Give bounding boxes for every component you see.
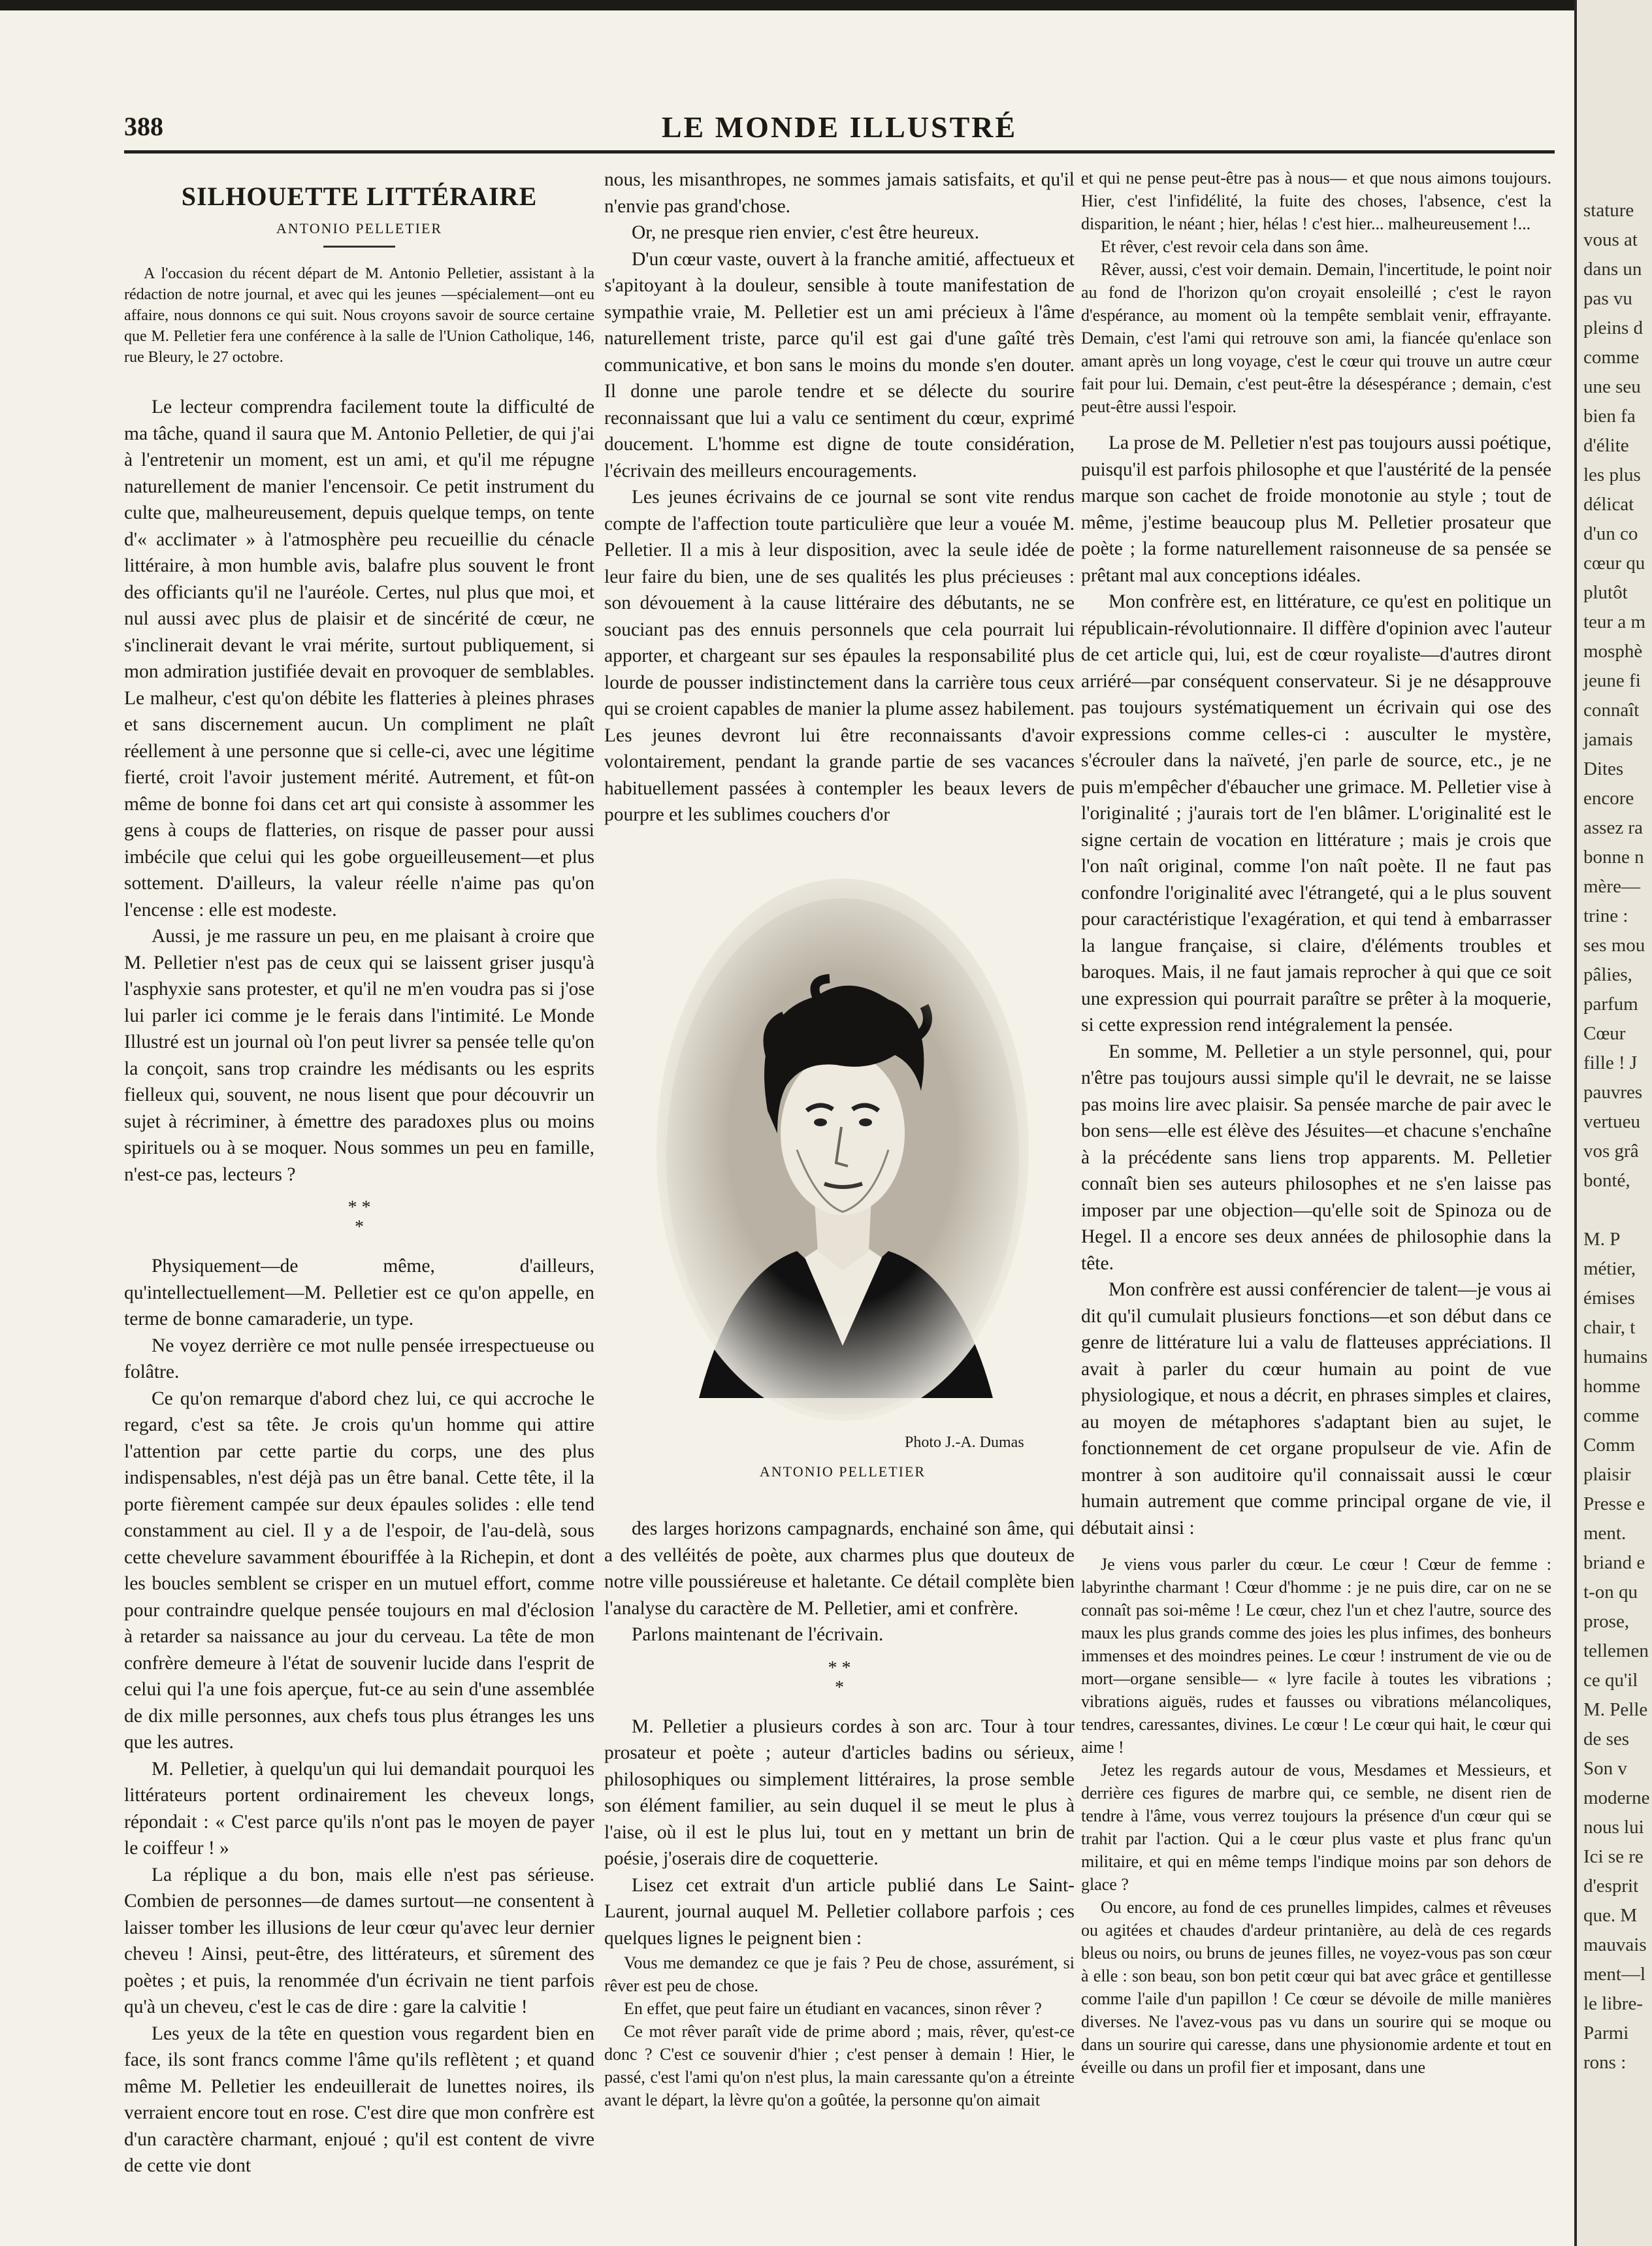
fragment-line	[1583, 1196, 1652, 1225]
page-header	[124, 111, 1555, 150]
fragment-line: assez ra	[1583, 817, 1643, 838]
fragment-line: cœur qu	[1583, 553, 1645, 574]
fragment-line: plaisir	[1583, 1464, 1631, 1485]
paragraph: Ce qu'on remarque d'abord chez lui, ce qui accroche le regard, c'est sa tête. Je crois qu'un homme qui attire l'attention par cette partie du corps, une des plus indispensables, n'est déjà pas un être banal. Cette tête, il la porte fièrement campée sur deux épaules solides : elle tend constamment au ciel. Il y a de l'espoir, de l'au-delà, sous cette chevelure savamment ébouriffée à la Richepin, et dont les boucles semblent se crisper en un mutuel effort, comme pour contraindre quelque pensée toujours en mal d'éclosion à retarder sa naissance au jour du cerveau. La tête de mon confrère demeure à l'état de souvenir lucide dans l'esprit de celui qui l'a une fois aperçue, fut-ce au sein d'une assemblée de dix mille personnes, aux chefs tous plus étranges les uns que les autres.	[124, 1388, 594, 1753]
fragment-line: briand e	[1583, 1552, 1645, 1573]
header-rule	[124, 150, 1555, 154]
fragment-line: ses mou	[1583, 935, 1645, 956]
fragment-line: Presse e	[1583, 1493, 1645, 1514]
photo-credit: Photo J.-A. Dumas	[905, 1434, 1024, 1451]
fragment-line: que. M	[1583, 1905, 1638, 1926]
paragraph: Aussi, je me rassure un peu, en me plaisant à croire que M. Pelletier n'est pas de ceux qui se laissent griser jusqu'à l'asphyxie sans protester, et qu'il ne m'en voudra pas si j'ose lui parler ici comme je le ferais dans l'intimité. Le Monde Illustré est un journal où l'on peut livrer sa pensée telle qu'on la conçoit, sans trop craindre les médisants ou les esprits fielleux qui, souvent, ne nous lisent que pour découvrir un sujet à récriminer, à émettre des paradoxes plus ou moins spirituels ou à se moquer. Nous sommes un peu en famille, n'est-ce pas, lecteurs ?	[124, 926, 594, 1185]
fragment-line: Son v	[1583, 1758, 1627, 1779]
paragraph: Mon confrère est aussi conférencier de talent—je vous ai dit qu'il cumulait plusieurs fonctions—et son début dans ce genre de littérature lui a valu de flatteuses appréciations. Il avait à parler du cœur humain au point de vue physiologique, et nous a décrit, en phrases simples et claires, au moyen de métaphores s'adaptant bien au sujet, le fonctionnement de cet organe propulseur de vie. Afin de montrer à son auditoire qu'il connaissait aussi le cœur humain autrement que comme principal organe de vie, il débutait ainsi :	[1081, 1279, 1551, 1538]
title-rule	[323, 246, 395, 248]
fragment-line: M. P	[1583, 1229, 1621, 1250]
fragment-text	[1577, 0, 1652, 2077]
paragraph: Les jeunes écrivains de ce journal se sont vite rendus compte de l'affection toute particulière que leur a vouée M. Pelletier. Il a mis à leur disposition, avec la seule idée de leur faire du bien, une de ses qualités les plus précieuses : son dévouement à la cause littéraire des débutants, ne se souciant pas des ennuis personnels que cela pourrait lui apporter, et chargeant sur ses épaules la responsabilité plus lourde de pousser indistinctement dans la carrière tous ceux qui se croient capables de manier la plume assez habilement. Les jeunes devront lui être reconnaissants d'avoir volontairement, pendant la grande partie de ses vacances habituellement passées à contempler les beaux levers de pourpre et les sublimes couchers d'or	[604, 487, 1075, 825]
fragment-line: pas vu	[1583, 288, 1632, 309]
intro-note: A l'occasion du récent départ de M. Antonio Pelletier, assistant à la rédaction de notre journal, et avec qui les jeunes —spécialement—ont eu affaire, nous donnons ce qui suit. Nous croyons savoir de source certaine que M. Pelletier fera une conférence à la salle de l'Union Catholique, 146, rue Bleury, le 27 octobre.	[124, 265, 594, 366]
fragment-line: jeune fi	[1583, 670, 1641, 691]
paragraph: M. Pelletier a plusieurs cordes à son arc. Tour à tour prosateur et poète ; auteur d'articles badins ou sérieux, philosophiques ou simplement littéraires, la prose semble son élément familier, au sein duquel il se meut le plus à l'aise, où il est le plus lui, tout en y mettant un brin de poésie, j'oserais dire de coquetterie.	[604, 1716, 1075, 1869]
fragment-line: ment—l	[1583, 1964, 1646, 1985]
paragraph: En somme, M. Pelletier a un style personnel, qui, pour n'être pas toujours aussi simple qu'il le devrait, ne se laisse pas moins lire avec plaisir. Sa pensée marche de pair avec le bon sens—elle est élève des Jésuites—et chacune s'enchaîne à la précédente sans liens trop apparents. M. Pelletier connaît bien ses auteurs philosophes et ne s'en laisse pas imposer par une objection—qu'elle soit de Spinoza ou de Hegel. Il a encore ses deux années de philosophie dans la tête.	[1081, 1041, 1551, 1274]
top-border	[0, 0, 1594, 10]
fragment-line: de ses	[1583, 1729, 1630, 1750]
fragment-line: pauvres	[1583, 1082, 1643, 1103]
fragment-line: vous at	[1583, 229, 1638, 250]
fragment-line: ce qu'il	[1583, 1670, 1638, 1691]
fragment-line: Dites	[1583, 758, 1624, 779]
fragment-line: M. Pelle	[1583, 1699, 1648, 1720]
fragment-line: émises	[1583, 1288, 1635, 1309]
article-title: SILHOUETTE LITTÉRAIRE	[181, 182, 538, 211]
fragment-line: bonne n	[1583, 847, 1644, 868]
fragment-line: Cœur	[1583, 1023, 1626, 1044]
column-1	[124, 167, 594, 2179]
fragment-line: jamais	[1583, 729, 1633, 750]
portrait-photo	[653, 875, 1032, 1424]
fragment-line: mosphè	[1583, 641, 1643, 662]
fragment-line: mauvais	[1583, 1934, 1647, 1955]
fragment-line: d'élite	[1583, 435, 1629, 456]
fragment-line: chair, t	[1583, 1317, 1636, 1338]
fragment-line: une seu	[1583, 376, 1641, 397]
page-number: 388	[124, 112, 163, 141]
paragraph: D'un cœur vaste, ouvert à la franche amitié, affectueux et s'apitoyant à la douleur, sensible à toute manifestation de sympathie vraie, M. Pelletier est un ami précieux à l'âme naturellement triste, parce qu'il est gai d'une gaîté très communicative, et bon sans le moins du monde s'en douter. Il donne une parole tendre et se délecte du sourire reconnaissant que lui a valu ce sentiment du cœur, exprimé doucement. L'homme est digne de toute considération, l'écrivain des meilleurs encouragements.	[604, 248, 1075, 481]
fragment-line: mère—	[1583, 876, 1640, 897]
fragment-line: comme	[1583, 1405, 1640, 1426]
fragment-line: connaît	[1583, 700, 1640, 721]
paragraph: Ne voyez derrière ce mot nulle pensée irrespectueuse ou folâtre.	[124, 1335, 594, 1382]
paragraph: Parlons maintenant de l'écrivain.	[632, 1624, 884, 1645]
fragment-line: dans un	[1583, 259, 1642, 280]
fragment-line: plutôt	[1583, 582, 1628, 603]
fragment-line: comme	[1583, 347, 1640, 368]
paragraph: Mon confrère est, en littérature, ce qu'est en politique un républicain-révolutionnaire. Il diffère d'opinion avec l'auteur de cet article qui, lui, est de cœur royaliste—d'autres diront arriéré—par conséquent conservateur. Si je ne désapprouve pas toujours systématiquement un écrivain qui ose des expressions comme celles-ci : ausculter le mystère, s'écrouler dans la naïveté, j'en parle de source, etc., je ne puis m'empêcher d'ébaucher une grimace. M. Pelletier vise à l'originalité ; j'aurais tort de l'en blâmer. L'originalité est le signe certain de vocation en littérature ; mais je crois que l'on naît original, comme l'on naît poète. Il ne faut pas confondre l'originalité avec l'étrangeté, qui a le plus souvent pour caractéristique l'exagération, et qui tend à embarrasser la langue française, si claire, d'éléments troubles et baroques. Mais, il ne faut jamais reprocher à qui que ce soit une expression qui pourrait paraître se prêter à la moquerie, si cette expression rend intégralement la pensée.	[1081, 591, 1551, 1035]
fragment-line: tellemen	[1583, 1640, 1649, 1661]
paragraph: Or, ne presque rien envier, c'est être heureux.	[632, 222, 980, 243]
fragment-line: les plus	[1583, 464, 1641, 485]
quoted-extract: et qui ne pense peut-être pas à nous— et que nous aimons toujours. Hier, c'est l'infidélité, la fuite des choses, l'absence, c'est la disparition, le néant ; hier, hélas ! c'est hier... malheureusement !... Et rêver, c'est revoir cela dans son âme. Rêver, aussi, c'est voir demain. Demain, l'incertitude, le point noir au fond de l'horizon qu'on croyait ensoleillé ; c'est le rayon d'espérance, au moment où la tempête semblait venir, effrayante. Demain, c'est l'ami qui retrouve son ami, la fiancée qu'enlace son amant après un long voyage, c'est le cœur qui trouve un autre cœur fait pour lui. Demain, c'est peut-être la désespérance ; demain, c'est peut-être aussi l'espoir.	[1081, 169, 1551, 416]
paragraph: des larges horizons campagnards, enchainé son âme, qui a des velléités de poète, aux charmes plus que douteux de notre ville poussiéreuse et haletante. Ce détail complète bien l'analyse du caractère de M. Pelletier, ami et confrère.	[604, 1518, 1075, 1619]
fragment-line: stature	[1583, 200, 1634, 221]
paragraph: Lisez cet extrait d'un article publié dans Le Saint-Laurent, journal auquel M. Pelletier collabore parfois ; ces quelques lignes le peignent bien :	[604, 1874, 1075, 1949]
paragraph: Physiquement—de même, d'ailleurs, qu'intellectuellement—M. Pelletier est ce qu'on appelle, en terme de bonne camaraderie, un type.	[124, 1256, 594, 1329]
fragment-line: ment.	[1583, 1523, 1627, 1544]
quoted-speech: Je viens vous parler du cœur. Le cœur ! Cœur de femme : labyrinthe charmant ! Cœur d'homme : je ne puis dire, car on ne se connaît pas soi-même ! Le cœur, chez l'un et chez l'autre, source des maux les plus grands comme des joies les plus infimes, des bonheurs immenses et des moindres peines. Le cœur ! instrument de vie ou de mort—organe sensible— « lyre facile à toutes les vibrations ; vibrations aiguës, rudes et fausses ou vibrations mélancoliques, tendres, caressantes, divines. Le cœur ! Le cœur qui hait, le cœur qui aime ! Jetez les regards autour de vous, Mesdames et Messieurs, et derrière ces figures de marbre qui, ce semble, ne disent rien de tendre à l'âme, vous verrez toujours la présence d'un cœur qui se trahit par l'action. Qui a le cœur plus vaste et plus franc qu'un militaire, et qui en même temps l'indique moins par son dehors de glace ? Ou encore, au fond de ces prunelles limpides, calmes et rêveuses ou agitées et chaudes d'ardeur printanière, au delà de ces regards bleus ou noirs, ou bruns de jeunes filles, ne voyez-vous pas son cœur à elle : son beau, son bon petit cœur qui bat avec grâce et gentillesse comme l'aile d'un papillon ! Ce cœur se dévoile de mille manières diverses. Ne l'avez-vous pas vu dans un sourire qui se moque ou dans un sourire qui caresse, dans une physionomie ardente et tout en éveille ou dans un profil fier et imposant, dans une	[1081, 1555, 1551, 2077]
fragment-line: délicat	[1583, 494, 1634, 515]
fragment-line: homme	[1583, 1376, 1640, 1397]
section-separator: * * *	[828, 1657, 851, 1698]
paragraph: La prose de M. Pelletier n'est pas toujours aussi poétique, puisqu'il est parfois philosophe et que l'austérité de la pensée marque son cachet de froide monotonie au style ; tout de même, j'estime beaucoup plus M. Pelletier prosateur que poète ; la forme naturellement raisonneuse de sa pensée se prêtant mal aux conceptions idéales.	[1081, 432, 1551, 586]
section-separator: * * *	[348, 1197, 371, 1237]
column-2-top	[604, 167, 1075, 828]
fragment-line: d'un co	[1583, 523, 1638, 544]
fragment-line: teur a m	[1583, 611, 1646, 632]
fragment-line: Parmi	[1583, 2023, 1629, 2043]
fragment-line: le libre-	[1583, 1993, 1643, 2014]
column-2-bottom	[604, 1516, 1075, 2111]
fragment-line: d'esprit	[1583, 1876, 1639, 1896]
fragment-line: parfum	[1583, 994, 1638, 1015]
paragraph: La réplique a du bon, mais elle n'est pas sérieuse. Combien de personnes—de dames surtout—ne consentent à laisser tomber les illusions de leur cœur qu'avec leur dernier cheveu ! Ainsi, peut-être, des littérateurs, et sûrement des poètes ; et puis, la renommée d'un écrivain ne tient parfois qu'à un cheveu, c'est le cas de dire : gare la calvitie !	[124, 1864, 594, 2017]
fragment-line: nous lui	[1583, 1817, 1644, 1838]
paragraph: Le lecteur comprendra facilement toute la difficulté de ma tâche, quand il saura que M. Antonio Pelletier, de qui j'ai à l'entretenir un moment, est un ami, et qu'il me répugne naturellement de manier l'encensoir. Ce petit instrument du culte que, malheureusement, depuis quelque temps, on tente d'« acclimater » à l'atmosphère peu recueillie du cénacle littéraire, à mon humble avis, balafre plus souvent le front des officiants qu'il ne l'auréole. Certes, nul plus que moi, et nul aussi avec plus de plaisir et de sincérité de cœur, ne s'inclinerait devant le vrai mérite, surtout publiquement, si mon admiration justifiée devait en provoquer de semblables. Le malheur, c'est qu'on débite les flatteries à pleines phrases et sans discernement aucun. Un compliment ne plaît réellement à une personne que si celle-ci, avec une légitime fierté, croit l'avoir justement mérité. Autrement, et fût-on même de bonne foi dans cet art qui consiste à assommer les gens à coups de flatteries, on risque de passer pour aussi imbécile que celui qui les gobe orgueilleusement—et plus sottement. D'ailleurs, la valeur réelle n'aime pas qu'on l'encense : elle est modeste.	[124, 397, 594, 920]
fragment-line: prose,	[1583, 1611, 1630, 1632]
column-3	[1081, 167, 1551, 2079]
fragment-line: vos grâ	[1583, 1141, 1639, 1162]
fragment-line: pleins d	[1583, 317, 1644, 338]
fragment-line: Comm	[1583, 1435, 1635, 1456]
masthead: LE MONDE ILLUSTRÉ	[661, 110, 1018, 144]
fragment-line: fille ! J	[1583, 1052, 1638, 1073]
fragment-line: encore	[1583, 788, 1634, 809]
fragment-line: bonté,	[1583, 1170, 1630, 1191]
quoted-extract: Vous me demandez ce que je fais ? Peu de chose, assurément, si rêver est peu de chose. En effet, que peut faire un étudiant en vacances, sinon rêver ? Ce mot rêver paraît vide de prime abord ; mais, rêver, qu'est-ce donc ? C'est ce souvenir d'hier ; c'est penser à demain ! Hier, le passé, c'est l'ami qu'on n'est plus, la main caressante qu'on a étreinte avant le départ, la lèvre qu'on a goûtée, la personne qu'on aimait	[604, 1953, 1075, 2109]
paragraph: nous, les misanthropes, ne sommes jamais satisfaits, et qu'il n'envie pas grand'chose.	[604, 169, 1075, 217]
fragment-line: rons :	[1583, 2052, 1627, 2073]
photo-caption: ANTONIO PELLETIER	[759, 1463, 926, 1480]
fragment-line: Ici se re	[1583, 1846, 1644, 1867]
fragment-line: pâlies,	[1583, 964, 1632, 985]
fragment-line: t-on qu	[1583, 1582, 1638, 1603]
fragment-line: bien fa	[1583, 406, 1636, 427]
fragment-line: vertueu	[1583, 1111, 1640, 1132]
paragraph: Les yeux de la tête en question vous regardent bien en face, ils sont francs comme l'âme qu'ils reflètent ; et quand même M. Pelletier les endeuillerait de lunettes noires, ils verraient encore tout en rose. C'est dire que mon confrère est d'un caractère charmant, enjoué ; qu'il est content de vivre de cette vie dont	[124, 2023, 594, 2176]
paragraph: M. Pelletier, à quelqu'un qui lui demandait pourquoi les littérateurs portent ordinairement les cheveux longs, répondait : « C'est parce qu'ils n'ont pas le moyen de payer le coiffeur ! »	[124, 1758, 594, 1859]
fragment-line: humains	[1583, 1346, 1648, 1367]
adjacent-page-fragment	[1574, 0, 1652, 2246]
fragment-line: moderne	[1583, 1787, 1650, 1808]
fragment-line: métier,	[1583, 1258, 1636, 1279]
fragment-line: trine :	[1583, 905, 1628, 926]
byline: ANTONIO PELLETIER	[276, 220, 443, 236]
